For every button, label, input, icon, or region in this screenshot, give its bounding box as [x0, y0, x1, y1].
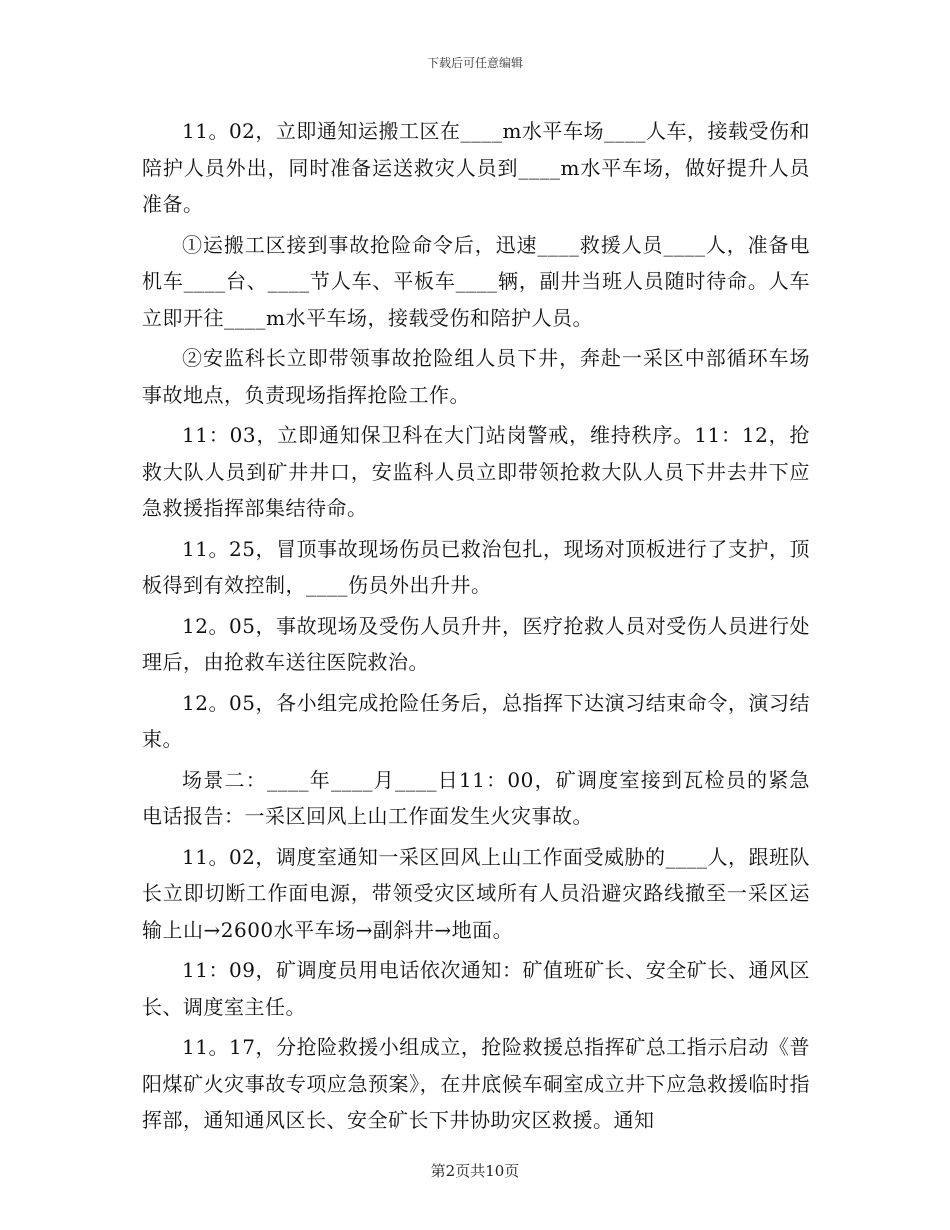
paragraph: 11。02，立即通知运搬工区在____m水平车场____人车，接载受伤和陪护人员外出，同时准备运送救灾人员到____m水平车场，做好提升人员准备。 — [142, 119, 810, 216]
page-number: 第2页共10页 — [430, 1162, 520, 1180]
paragraph: 12。05，各小组完成抢险任务后，总指挥下达演习结束命令，演习结束。 — [142, 690, 810, 751]
document-body — [142, 113, 810, 1143]
page-header: 下载后可任意编辑 — [426, 56, 523, 70]
paragraph: ①运搬工区接到事故抢险命令后，迅速____救援人员____人，准备电机车____台、____节人车、平板车____辆，副井当班人员随时待命。人车立即开往____m水平车场，接载受伤和陪护人员。 — [142, 232, 810, 330]
paragraph: 11。02，调度室通知一采区回风上山工作面受威胁的____人，跟班队长立即切断工作面电源，带领受灾区域所有人员沿避灾路线撤至一采区运输上山→2600水平车场→副斜井→地面。 — [142, 844, 810, 942]
paragraph: 11。17，分抢险救援小组成立，抢险救援总指挥矿总工指示启动《普阳煤矿火灾事故专项应急预案》，在井底候车硐室成立井下应急救援临时指挥部，通知通风区长、安全矿长下井协助灾区救援。通知 — [142, 1035, 810, 1132]
paragraph: ②安监科长立即带领事故抢险组人员下井，奔赴一采区中部循环车场事故地点，负责现场指挥抢险工作。 — [142, 346, 810, 407]
paragraph: 11：03，立即通知保卫科在大门站岗警戒，维持秩序。11：12，抢救大队人员到矿井井口，安监科人员立即带领抢救大队人员下井去井下应急救援指挥部集结待命。 — [142, 423, 810, 520]
paragraph: 场景二：____年____月____日11：00，矿调度室接到瓦检员的紧急电话报告：一采区回风上山工作面发生火灾事故。 — [142, 767, 810, 828]
paragraph: 11。25，冒顶事故现场伤员已救治包扎，现场对顶板进行了支护，顶板得到有效控制，____伤员外出升井。 — [142, 536, 810, 597]
paragraph: 11：09，矿调度员用电话依次通知：矿值班矿长、安全矿长、通风区长、调度室主任。 — [142, 958, 810, 1019]
paragraph: 12。05，事故现场及受伤人员升井，医疗抢救人员对受伤人员进行处理后，由抢救车送往医院救治。 — [142, 613, 810, 674]
